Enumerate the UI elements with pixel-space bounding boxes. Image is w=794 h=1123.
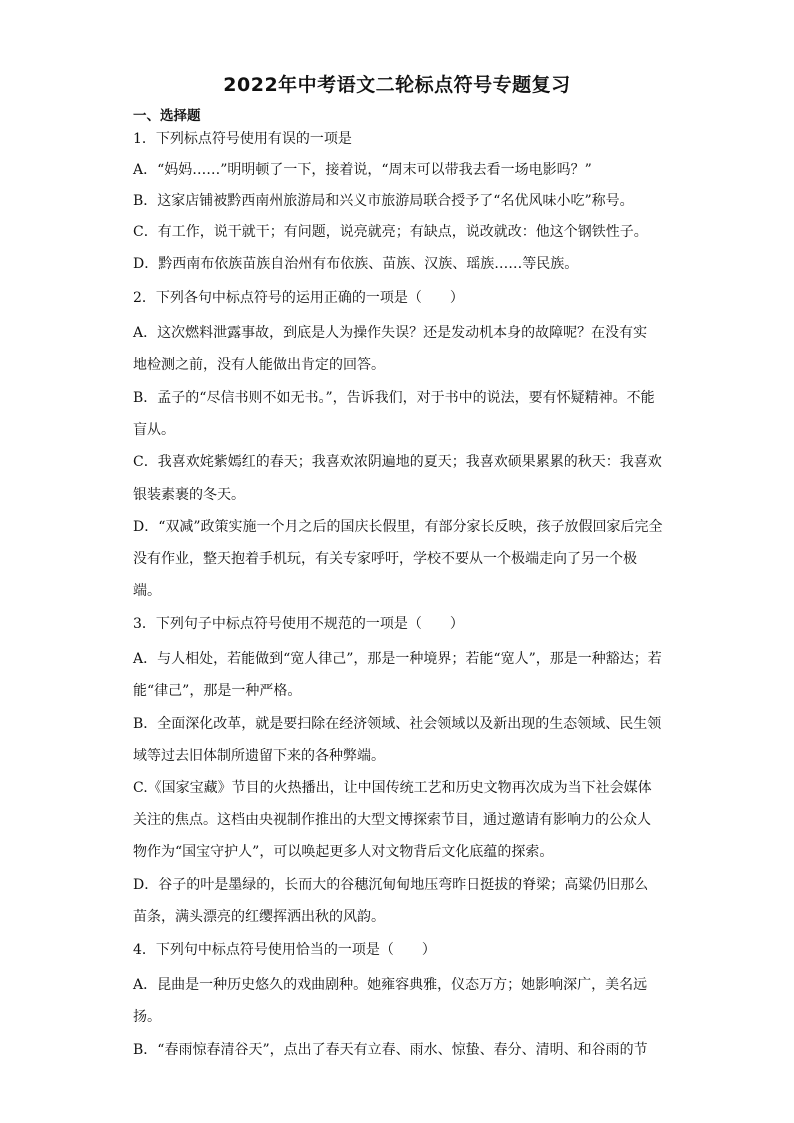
option-line: 物作为“国宝守护人”，可以唤起更多人对文物背后文化底蕴的探索。: [133, 844, 554, 860]
option-line: C.《国家宝藏》节目的火热播出，让中国传统工艺和历史文物再次成为当下社会媒体: [133, 780, 652, 796]
option-line: B．全面深化改革，就是要扫除在经济领域、社会领域以及新出现的生态领域、民生领: [133, 716, 662, 732]
option-line: 扬。: [133, 1009, 161, 1025]
option-line: 域等过去旧体制所遗留下来的各种弊端。: [133, 748, 385, 764]
question-stem: 1．下列标点符号使用有误的一项是: [133, 131, 352, 147]
option-line: C．我喜欢姹紫嫣红的春天；我喜欢浓阴遍地的夏天；我喜欢硕果累累的秋天：我喜欢: [133, 454, 662, 470]
option-line: D．“双减”政策实施一个月之后的国庆长假里，有部分家长反映，孩子放假回家后完全: [133, 519, 663, 535]
option-line: C．有工作，说干就干；有问题，说亮就亮；有缺点，说改就改：他这个钢铁性子。: [133, 224, 648, 240]
option-line: A．昆曲是一种历史悠久的戏曲剧种。她雍容典雅，仪态万方；她影响深广，美名远: [133, 977, 648, 993]
option-line: 关注的焦点。这档由央视制作推出的大型文博探索节目，通过邀请有影响力的公众人: [133, 812, 651, 828]
section-heading: 一、选择题: [133, 108, 201, 124]
option-line: 苗条，满头漂亮的红缨挥洒出秋的风韵。: [133, 909, 385, 925]
option-line: B．孟子的“尽信书则不如无书。”，告诉我们，对于书中的说法，要有怀疑精神。不能: [133, 390, 655, 406]
option-line: 没有作业，整天抱着手机玩，有关专家呼吁，学校不要从一个极端走向了另一个极: [133, 551, 637, 567]
option-line: D．谷子的叶是墨绿的，长而大的谷穗沉甸甸地压弯昨日挺拔的脊梁；高粱仍旧那么: [133, 877, 649, 893]
option-line: B．“春雨惊春清谷天”，点出了春天有立春、雨水、惊蛰、春分、清明、和谷雨的节: [133, 1042, 648, 1058]
option-line: 能“律己”，那是一种严格。: [133, 683, 302, 699]
question-stem: 4．下列句中标点符号使用恰当的一项是（ ）: [133, 942, 436, 958]
option-line: 银装素裹的冬天。: [133, 487, 245, 503]
option-line: 端。: [133, 583, 161, 599]
option-line: D．黔西南布依族苗族自治州有布依族、苗族、汉族、瑶族……等民族。: [133, 256, 579, 272]
document-title: 2022年中考语文二轮标点符号专题复习: [223, 74, 571, 96]
option-line: A．与人相处，若能做到“宽人律己”，那是一种境界；若能“宽人”，那是一种豁达；若: [133, 651, 662, 667]
option-line: B．这家店铺被黔西南州旅游局和兴义市旅游局联合授予了“名优风味小吃”称号。: [133, 193, 634, 209]
question-stem: 3．下列句子中标点符号使用不规范的一项是（ ）: [133, 616, 464, 632]
option-line: A．这次燃料泄露事故，到底是人为操作失误？还是发动机本身的故障呢？在没有实: [133, 325, 648, 341]
option-line: A．“妈妈……”明明顿了一下，接着说，“周末可以带我去看一场电影吗？”: [133, 162, 592, 178]
question-stem: 2．下列各句中标点符号的运用正确的一项是（ ）: [133, 290, 464, 306]
option-line: 盲从。: [133, 422, 175, 438]
option-line: 地检测之前，没有人能做出肯定的回答。: [133, 357, 385, 373]
